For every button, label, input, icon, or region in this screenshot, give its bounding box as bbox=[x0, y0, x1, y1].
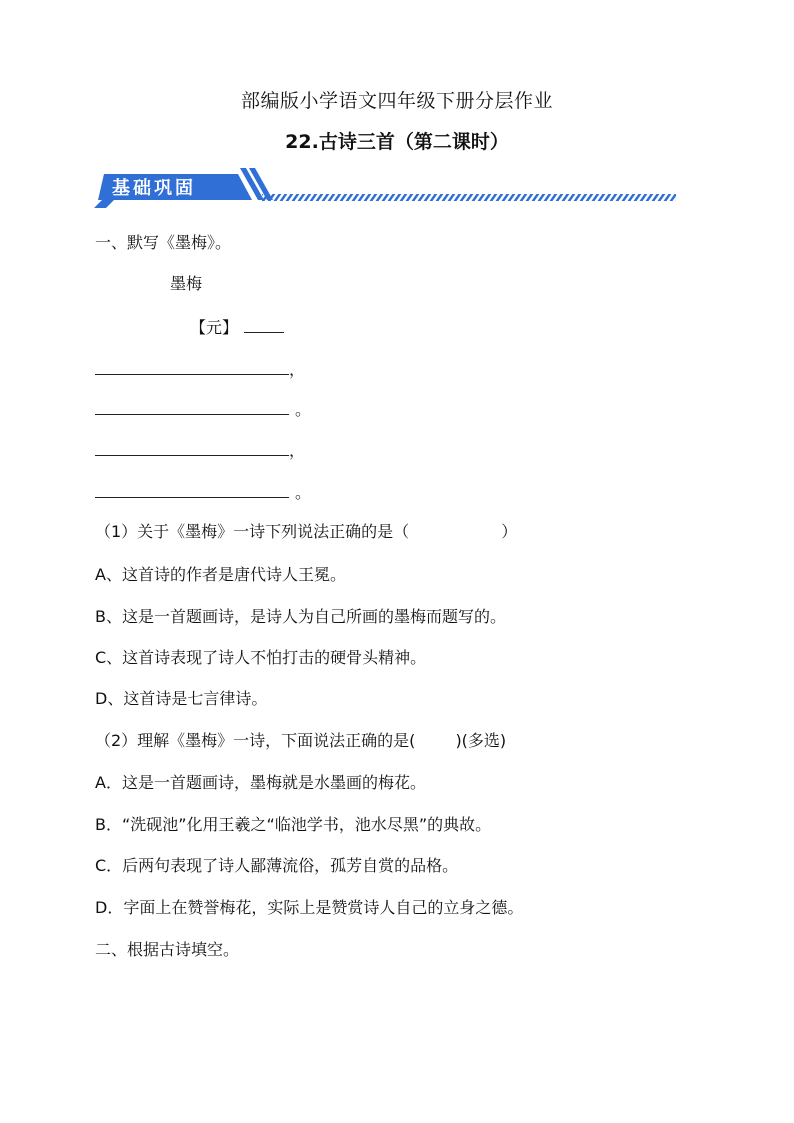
poem-line-3 bbox=[95, 441, 305, 461]
subquestion-1-stem bbox=[95, 522, 517, 542]
banner-stripe-bar bbox=[262, 194, 676, 201]
subquestion-1-option-b: B、这是一首题画诗，是诗人为自己所画的墨梅而题写的。 bbox=[95, 607, 506, 626]
poem-line-4 bbox=[95, 483, 311, 503]
poem-line-4-blank[interactable] bbox=[95, 497, 289, 498]
subquestion-1-option-d: D、这首诗是七言律诗。 bbox=[95, 689, 268, 708]
poem-title: 墨梅 bbox=[170, 274, 203, 293]
subquestion-1-text: （1）关于《墨梅》一诗下列说法正确的是（ bbox=[95, 522, 410, 541]
question-1-heading: 一、默写《墨梅》。 bbox=[95, 233, 232, 252]
subquestion-2-option-d: D．字面上在赞誉梅花，实际上是赞赏诗人自己的立身之德。 bbox=[95, 898, 524, 917]
subquestion-2-text: （2）理解《墨梅》一诗，下面说法正确的是( bbox=[95, 731, 416, 750]
series-title: 部编版小学语文四年级下册分层作业 bbox=[240, 90, 553, 112]
subquestion-2-option-b: B．“洗砚池”化用王羲之“临池学书，池水尽黑”的典故。 bbox=[95, 815, 492, 834]
author-blank[interactable] bbox=[244, 332, 284, 333]
subquestion-2-stem bbox=[95, 731, 506, 751]
poem-line-4-punct: 。 bbox=[295, 483, 312, 502]
poem-line-2-blank[interactable] bbox=[95, 414, 289, 415]
poem-line-1 bbox=[95, 360, 305, 380]
subquestion-2-option-c: C．后两句表现了诗人鄙薄流俗，孤芳自赏的品格。 bbox=[95, 856, 459, 875]
question-2-heading: 二、根据古诗填空。 bbox=[95, 940, 240, 959]
section-banner-label: 基础巩固 bbox=[112, 178, 196, 199]
lesson-title: 22.古诗三首（第二课时） bbox=[285, 131, 509, 153]
subquestion-2-close: )(多选) bbox=[455, 731, 507, 750]
subquestion-1-option-c: C、这首诗表现了诗人不怕打击的硬骨头精神。 bbox=[95, 648, 427, 667]
poem-line-1-punct: ， bbox=[289, 360, 306, 379]
poem-dynasty: 【元】 bbox=[190, 318, 239, 337]
poem-line-3-punct: ， bbox=[289, 441, 306, 460]
subquestion-2-option-a: A．这是一首题画诗，墨梅就是水墨画的梅花。 bbox=[95, 773, 426, 792]
poem-line-1-blank[interactable] bbox=[95, 374, 289, 375]
poem-line-3-blank[interactable] bbox=[95, 455, 289, 456]
poem-line-2 bbox=[95, 400, 311, 420]
poem-line-2-punct: 。 bbox=[295, 400, 312, 419]
subquestion-1-close: ） bbox=[501, 522, 518, 541]
poem-author-line bbox=[190, 318, 284, 338]
subquestion-1-option-a: A、这首诗的作者是唐代诗人王冕。 bbox=[95, 565, 346, 584]
